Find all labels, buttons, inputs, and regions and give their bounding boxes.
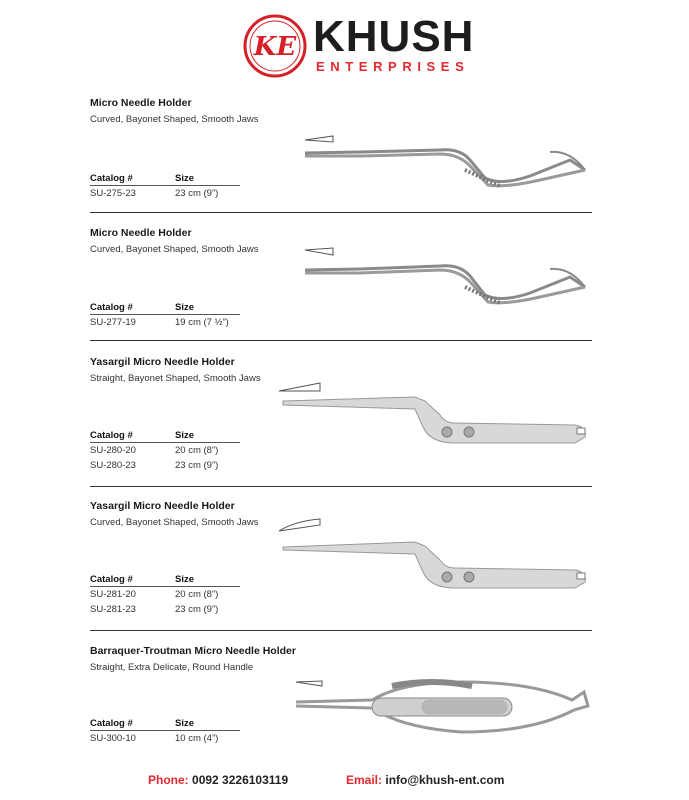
size-label: Size	[175, 718, 195, 729]
catalog-row	[90, 589, 240, 600]
size-value: 23 cm (9”)	[175, 604, 219, 615]
size-value: 23 cm (9”)	[175, 460, 219, 471]
size-label: Size	[175, 430, 195, 441]
product-description: Straight, Extra Delicate, Round Handle	[90, 662, 254, 673]
catalog-row	[90, 188, 240, 199]
brand-logo-icon	[243, 14, 307, 78]
email-contact[interactable]	[346, 773, 504, 787]
logo-letters: KE	[253, 32, 297, 62]
catalog-label: Catalog #	[90, 574, 133, 585]
section-divider	[90, 486, 592, 487]
catalog-label: Catalog #	[90, 302, 133, 313]
size-value: 19 cm (7 ½”)	[175, 317, 229, 328]
product-description: Straight, Bayonet Shaped, Smooth Jaws	[90, 373, 261, 384]
catalog-label: Catalog #	[90, 173, 133, 184]
catalog-number: SU-300-10	[90, 733, 136, 744]
catalog-number: SU-280-20	[90, 445, 136, 456]
size-value: 20 cm (8”)	[175, 445, 219, 456]
catalog-header	[90, 718, 240, 731]
catalog-number: SU-281-20	[90, 589, 136, 600]
curved-needle-holder-image	[300, 245, 600, 315]
curved-needle-holder-image	[300, 130, 600, 190]
size-value: 23 cm (9”)	[175, 188, 219, 199]
catalog-row	[90, 604, 240, 615]
catalog-number: SU-281-23	[90, 604, 136, 615]
phone-value[interactable]: 0092 3226103119	[192, 773, 289, 787]
catalog-number: SU-277-19	[90, 317, 136, 328]
size-label: Size	[175, 574, 195, 585]
catalog-row	[90, 445, 240, 456]
footer-contact	[0, 773, 689, 793]
catalog-row	[90, 460, 240, 471]
catalog-label: Catalog #	[90, 718, 133, 729]
catalog-row	[90, 317, 240, 328]
catalog-number: SU-280-23	[90, 460, 136, 471]
email-label: Email:	[346, 773, 383, 787]
yasargil-needle-holder-image	[275, 375, 595, 455]
size-label: Size	[175, 302, 195, 313]
email-value[interactable]: info@khush-ent.com	[385, 773, 505, 787]
product-title: Micro Needle Holder	[90, 227, 192, 239]
phone-label: Phone:	[148, 773, 189, 787]
product-title: Barraquer-Troutman Micro Needle Holder	[90, 645, 296, 657]
product-title: Yasargil Micro Needle Holder	[90, 356, 235, 368]
brand-name: KHUSH	[313, 12, 475, 61]
product-description: Curved, Bayonet Shaped, Smooth Jaws	[90, 114, 259, 125]
catalog-header	[90, 430, 240, 443]
brand-subtitle: ENTERPRISES	[316, 59, 470, 74]
section-divider	[90, 212, 592, 213]
catalog-row	[90, 733, 240, 744]
catalog-number: SU-275-23	[90, 188, 136, 199]
barraquer-troutman-needle-holder-image	[292, 672, 597, 747]
product-title: Yasargil Micro Needle Holder	[90, 500, 235, 512]
catalog-header	[90, 173, 240, 186]
size-value: 10 cm (4”)	[175, 733, 219, 744]
phone-contact[interactable]	[148, 773, 288, 787]
header	[0, 0, 689, 90]
catalog-header	[90, 302, 240, 315]
yasargil-curved-needle-holder-image	[275, 515, 595, 600]
section-divider	[90, 630, 592, 631]
size-label: Size	[175, 173, 195, 184]
size-value: 20 cm (8”)	[175, 589, 219, 600]
catalog-label: Catalog #	[90, 430, 133, 441]
product-title: Micro Needle Holder	[90, 97, 192, 109]
product-description: Curved, Bayonet Shaped, Smooth Jaws	[90, 517, 259, 528]
section-divider	[90, 340, 592, 341]
catalog-header	[90, 574, 240, 587]
product-description: Curved, Bayonet Shaped, Smooth Jaws	[90, 244, 259, 255]
